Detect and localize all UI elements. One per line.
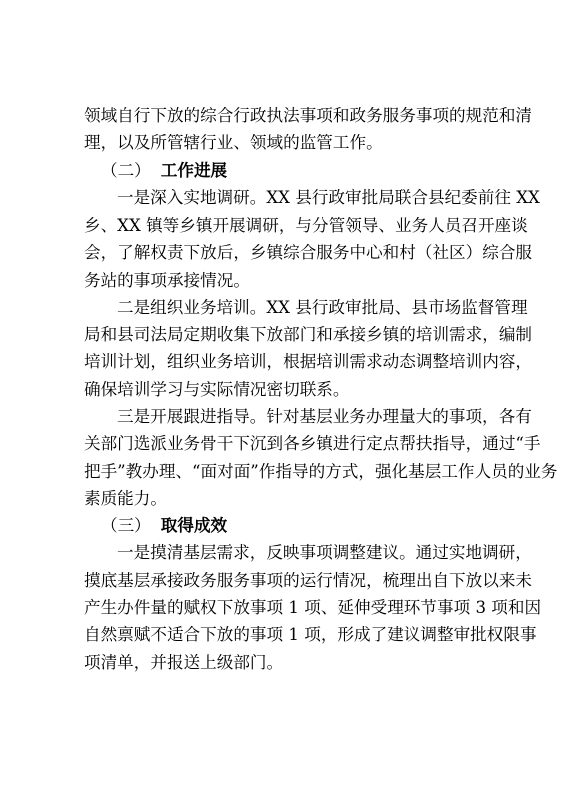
section-heading-progress — [101, 161, 227, 181]
paragraph-line: 把手”教办理、“面对面”作指导的方式，强化基层工作人员的业务 — [84, 462, 558, 481]
paragraph-line: 二是组织业务培训。XX 县行政审批局、县市场监督管理 — [117, 298, 528, 317]
section-number: （二） — [101, 161, 151, 180]
section-heading-results — [101, 516, 227, 536]
paragraph-line: 乡、XX 镇等乡镇开展调研，与分管领导、业务人员召开座谈 — [84, 216, 528, 235]
paragraph-line: 会，了解权责下放后，乡镇综合服务中心和村（社区）综合服 — [84, 243, 533, 262]
paragraph-line: 摸底基层承接政务服务事项的运行情况，梳理出自下放以来未 — [84, 571, 533, 590]
paragraph-line: 产生办件量的赋权下放事项 1 项、延伸受理环节事项 3 项和因 — [84, 598, 542, 617]
section-title: 取得成效 — [160, 516, 228, 535]
section-title: 工作进展 — [160, 161, 228, 180]
paragraph-line: 关部门选派业务骨干下沉到各乡镇进行定点帮扶指导，通过“手 — [84, 434, 541, 453]
paragraph-line: 培训计划，组织业务培训，根据培训需求动态调整培训内容， — [84, 352, 533, 371]
body-line: 领域自行下放的综合行政执法事项和政务服务事项的规范和清 — [84, 106, 533, 125]
paragraph-line: 素质能力。 — [84, 489, 167, 508]
section-number: （三） — [101, 516, 151, 535]
paragraph-line: 务站的事项承接情况。 — [84, 271, 250, 290]
body-line: 理，以及所管辖行业、领域的监管工作。 — [84, 133, 383, 152]
paragraph-line: 一是摸清基层需求，反映事项调整建议。通过实地调研， — [117, 543, 532, 562]
paragraph-line: 局和县司法局定期收集下放部门和承接乡镇的培训需求，编制 — [84, 325, 533, 344]
paragraph-line: 一是深入实地调研。XX 县行政审批局联合县纪委前往 XX — [117, 188, 540, 207]
paragraph-line: 确保培训学习与实际情况密切联系。 — [84, 380, 350, 399]
paragraph-line: 自然禀赋不适合下放的事项 1 项，形成了建议调整审批权限事 — [84, 625, 537, 644]
paragraph-line: 项清单，并报送上级部门。 — [84, 653, 284, 672]
paragraph-line: 三是开展跟进指导。针对基层业务办理量大的事项，各有 — [117, 407, 532, 426]
